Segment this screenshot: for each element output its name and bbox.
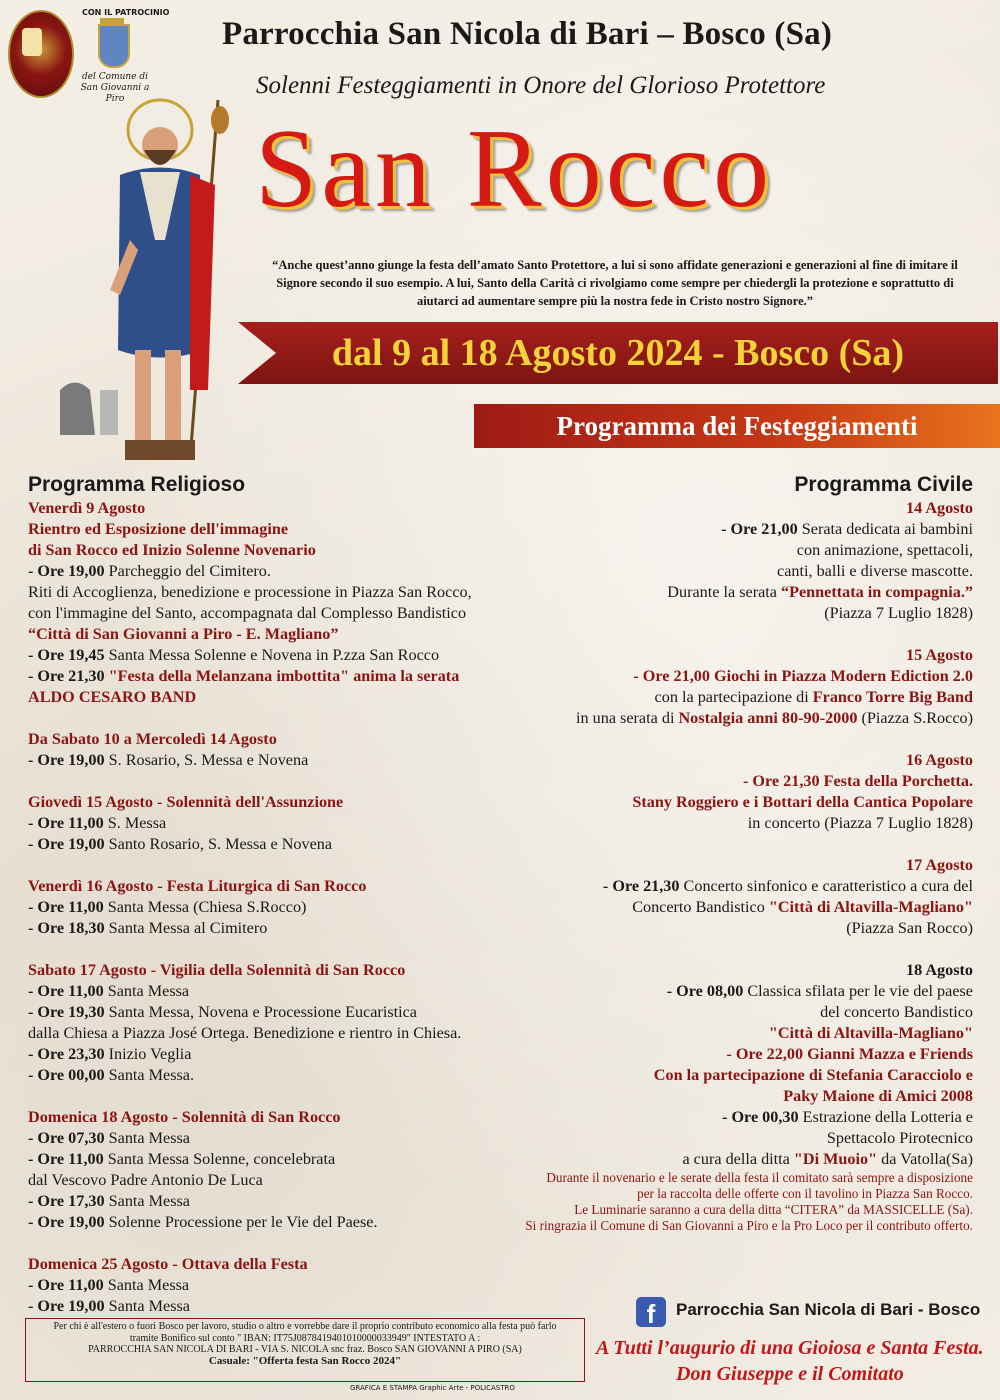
schedule-line: - Ore 19,00 S. Rosario, S. Messa e Novena	[28, 751, 309, 769]
schedule-line: - Ore 08,00 Classica sfilata per le vie del paese	[666, 982, 973, 1000]
schedule-line: - Ore 11,00 Santa Messa	[28, 1276, 190, 1294]
saint-statue-image	[40, 90, 250, 470]
civil-program	[460, 472, 973, 1234]
greeting-signature: Don Giuseppe e il Comitato	[676, 1363, 904, 1385]
event-title: - Ore 21,00 Giochi in Piazza Modern Ediction 2.0	[633, 667, 973, 685]
schedule-line: - Ore 19,00 Solenne Processione per le Vie del Paese.	[28, 1213, 378, 1231]
schedule-line: con la partecipazione di Franco Torre Big Band	[654, 688, 973, 706]
schedule-line: - Ore 19,00 Santa Messa	[28, 1297, 190, 1315]
patronage-municipality: del Comune di San Giovanni a Piro	[80, 72, 150, 104]
schedule-line: del concerto Bandistico	[820, 1003, 973, 1021]
event-title: Stany Roggiero e i Bottari della Cantica Popolare	[632, 793, 973, 811]
festival-subtitle: Solenni Festeggiamenti in Onore del Glorioso Protettore	[256, 72, 826, 99]
event-date: Giovedì 15 Agosto - Solennità dell'Assunzione	[28, 793, 344, 811]
committee-note: Durante il novenario e le serate della festa il comitato sarà sempre a disposizione	[546, 1170, 973, 1185]
schedule-line: - Ore 19,00 Santo Rosario, S. Messa e Novena	[28, 835, 333, 853]
band-name: ALDO CESARO BAND	[28, 688, 197, 706]
event-title: Paky Maione di Amici 2008	[783, 1087, 973, 1105]
donation-reason: Casuale: "Offerta festa San Rocco 2024"	[208, 1354, 402, 1367]
donation-line: PARROCCHIA SAN NICOLA DI BARI - VIA S. NICOLA snc fraz. Bosco SAN GIOVANNI A PIRO (SA)	[88, 1344, 522, 1355]
schedule-line: - Ore 21,00 Serata dedicata ai bambini	[721, 520, 973, 538]
schedule-line: dalla Chiesa a Piazza José Ortega. Benedizione e rientro in Chiesa.	[28, 1024, 462, 1042]
intro-quote: “Anche quest’anno giunge la festa dell’amato Santo Protettore, a lui si sono affidate generazioni e generazioni al fine di imitare il Signore secondo il suo esempio. A lui, Santo della Carità ci rivolgiamo come sempre per chiedergli la protezione e soprattutto di aiutarci ad aumentare sempre più la nostra fede in Cristo nostro Signore.”	[272, 258, 958, 308]
event-date: 14 Agosto	[905, 499, 973, 517]
schedule-line: con animazione, spettacoli,	[796, 541, 973, 559]
event-date: Venerdì 16 Agosto - Festa Liturgica di San Rocco	[28, 877, 367, 895]
schedule-line: - Ore 19,00 Parcheggio del Cimitero.	[28, 562, 271, 580]
schedule-line: - Ore 11,00 S. Messa	[28, 814, 167, 832]
committee-note: Le Luminarie saranno a cura della ditta “CITERA” da MASSICELLE (Sa).	[574, 1202, 973, 1217]
event-date: Da Sabato 10 a Mercoledì 14 Agosto	[28, 730, 277, 748]
municipality-crest	[98, 24, 130, 68]
band-name: “Città di San Giovanni a Piro - E. Magliano”	[28, 625, 339, 643]
civil-heading: Programma Civile	[794, 473, 973, 496]
patronage-label: CON IL PATROCINIO	[82, 8, 170, 17]
event-date: Domenica 18 Agosto - Solennità di San Rocco	[28, 1108, 341, 1126]
schedule-line: Durante la serata “Pennettata in compagnia.”	[667, 583, 973, 601]
date-banner-text: dal 9 al 18 Agosto 2024 - Bosco (Sa)	[331, 332, 905, 374]
schedule-line: - Ore 11,00 Santa Messa Solenne, concelebrata	[28, 1150, 336, 1168]
greeting-line: A Tutti l’augurio di una Gioiosa e Santa Festa.	[596, 1337, 984, 1359]
event-date: Sabato 17 Agosto - Vigilia della Solennità di San Rocco	[28, 961, 406, 979]
event-title: - Ore 21,30 Festa della Porchetta.	[742, 772, 973, 790]
band-name: "Città di Altavilla-Magliano"	[768, 1024, 973, 1042]
venue: (Piazza San Rocco)	[846, 919, 973, 937]
donation-line: tramite Bonifico sul conto " IBAN: IT75J0878419401010000033949" INTESTATO A :	[129, 1332, 481, 1344]
event-title: di San Rocco ed Inizio Solenne Novenario	[28, 541, 316, 559]
schedule-line: - Ore 17,30 Santa Messa	[28, 1192, 190, 1210]
schedule-line: - Ore 23,30 Inizio Veglia	[28, 1045, 192, 1063]
schedule-line: in una serata di Nostalgia anni 80-90-2000 (Piazza S.Rocco)	[576, 709, 973, 727]
schedule-line: dal Vescovo Padre Antonio De Luca	[28, 1171, 263, 1189]
event-title: Con la partecipazione di Stefania Caracciolo e	[653, 1066, 973, 1084]
committee-note: Si ringrazia il Comune di San Giovanni a Piro e la Pro Loco per il contributo offerto.	[525, 1218, 973, 1233]
seal-saint-image	[22, 28, 42, 56]
schedule-line: - Ore 11,00 Santa Messa (Chiesa S.Rocco)	[28, 898, 307, 916]
donation-info-box	[25, 1318, 585, 1382]
schedule-line: in concerto (Piazza 7 Luglio 1828)	[747, 814, 973, 832]
schedule-line: - Ore 19,30 Santa Messa, Novena e Processione Eucaristica	[28, 1003, 417, 1021]
printer-credit: GRAFICA E STAMPA Graphic Arte - POLICASTRO	[350, 1384, 515, 1392]
event-title: - Ore 22,00 Gianni Mazza e Friends	[726, 1045, 973, 1063]
event-date: Venerdì 9 Agosto	[28, 499, 146, 517]
venue: (Piazza 7 Luglio 1828)	[824, 604, 973, 622]
religious-heading: Programma Religioso	[28, 473, 246, 496]
program-banner-text: Programma dei Festeggiamenti	[556, 411, 918, 441]
schedule-line: - Ore 21,30 Concerto sinfonico e caratteristico a cura del	[602, 877, 973, 895]
event-date: 18 Agosto	[905, 961, 973, 979]
event-date: 16 Agosto	[905, 751, 973, 769]
event-title: Rientro ed Esposizione dell'immagine	[28, 520, 289, 538]
schedule-line: a cura della ditta "Di Muoio" da Vatolla(Sa)	[682, 1150, 973, 1168]
schedule-line: - Ore 00,30 Estrazione della Lotteria e	[722, 1108, 973, 1126]
schedule-line: - Ore 19,45 Santa Messa Solenne e Novena in P.zza San Rocco	[28, 646, 440, 664]
saint-name-title: San Rocco	[255, 107, 774, 231]
schedule-line: con l'immagine del Santo, accompagnata dal Complesso Bandistico	[28, 604, 467, 622]
event-date: 17 Agosto	[905, 856, 973, 874]
schedule-line: - Ore 00,00 Santa Messa.	[28, 1066, 195, 1084]
schedule-line: Concerto Bandistico "Città di Altavilla-Magliano"	[632, 898, 973, 916]
parish-title: Parrocchia San Nicola di Bari – Bosco (Sa)	[222, 16, 833, 52]
committee-note: per la raccolta delle offerte con il tavolino in Piazza San Rocco.	[637, 1186, 973, 1201]
facebook-page-name: Parrocchia San Nicola di Bari - Bosco	[676, 1300, 981, 1319]
donation-line: Per chi è all'estero o fuori Bosco per lavoro, studio o altro e vorrebbe dare il proprio contributo economico alla festa può farlo	[53, 1321, 557, 1332]
schedule-line: - Ore 21,30 "Festa della Melanzana imbottita" anima la serata	[28, 667, 460, 685]
event-date: 15 Agosto	[905, 646, 973, 664]
schedule-line: Spettacolo Pirotecnico	[826, 1129, 973, 1147]
event-date: Domenica 25 Agosto - Ottava della Festa	[28, 1255, 308, 1273]
schedule-line: - Ore 07,30 Santa Messa	[28, 1129, 190, 1147]
schedule-line: - Ore 11,00 Santa Messa	[28, 982, 190, 1000]
schedule-line: Riti di Accoglienza, benedizione e processione in Piazza San Rocco,	[28, 583, 472, 601]
schedule-line: canti, balli e diverse mascotte.	[777, 562, 973, 580]
schedule-line: - Ore 18,30 Santa Messa al Cimitero	[28, 919, 268, 937]
facebook-icon: f	[636, 1297, 666, 1327]
